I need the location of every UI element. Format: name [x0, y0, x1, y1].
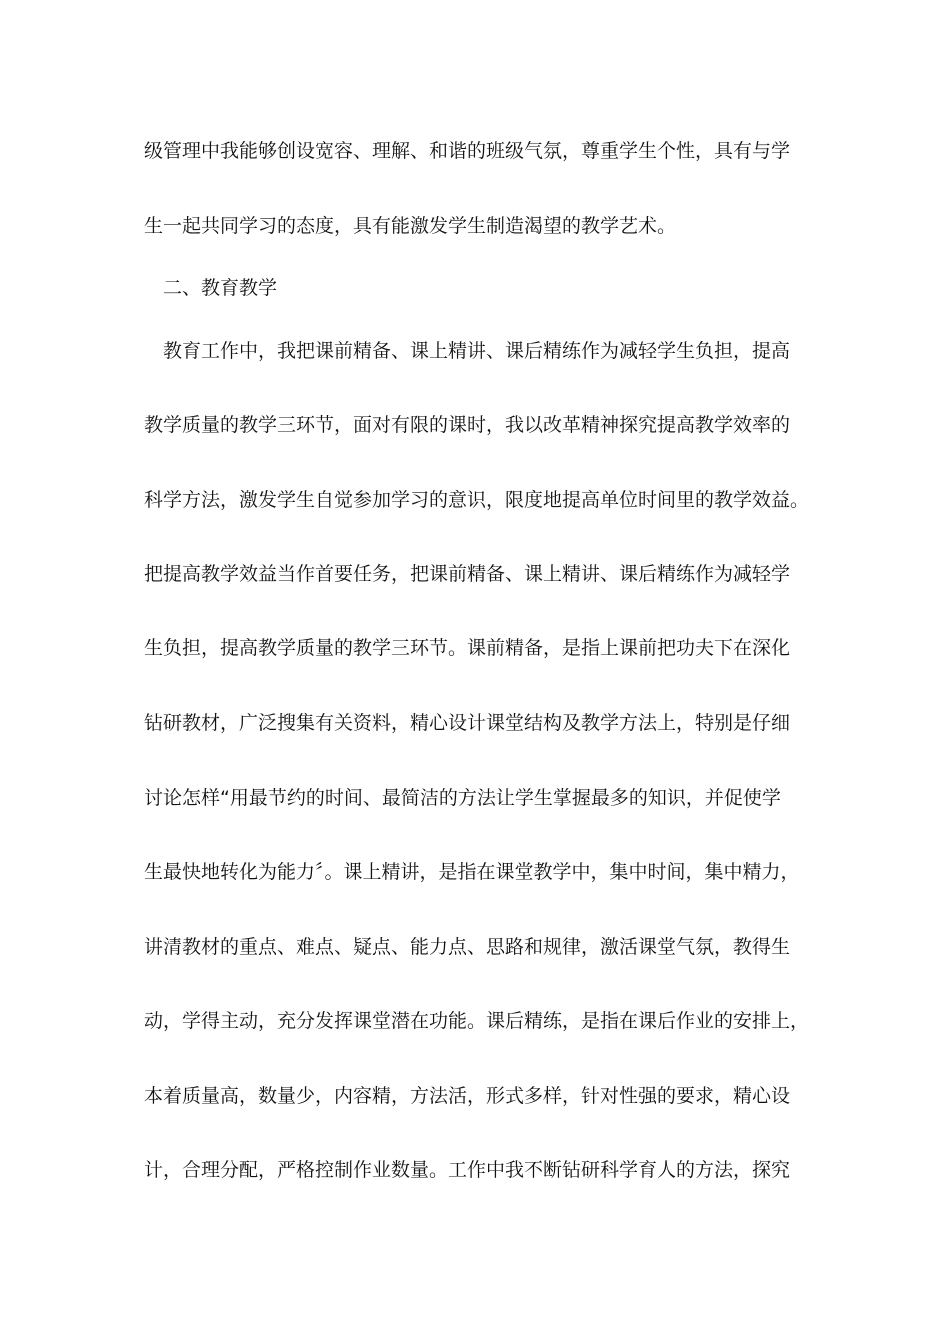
body-text-line: 教学质量的教学三环节，面对有限的课时，我以改革精神探究提高教学效率的 — [144, 414, 791, 436]
body-text-line: 计，合理分配，严格控制作业数量。工作中我不断钻研科学育人的方法，探究 — [144, 1159, 791, 1181]
body-text-line: 动，学得主动，充分发挥课堂潜在功能。课后精练，是指在课后作业的安排上， — [144, 1010, 810, 1032]
section-heading: 二、教育教学 — [163, 277, 278, 299]
paragraph-first-line: 教育工作中，我把课前精备、课上精讲、课后精练作为减轻学生负担，提高 — [163, 340, 791, 362]
body-text-line: 生最快地转化为能力〞。课上精讲，是指在课堂教学中，集中时间，集中精力， — [144, 861, 800, 883]
body-text-line: 生一起共同学习的态度，具有能激发学生制造渴望的教学艺术。 — [144, 215, 677, 237]
body-text-line: 级管理中我能够创设宽容、理解、和谐的班级气氛，尊重学生个性，具有与学 — [144, 140, 791, 162]
body-text-line: 钻研教材，广泛搜集有关资料，精心设计课堂结构及教学方法上，特别是仔细 — [144, 712, 791, 734]
body-text-line: 本着质量高，数量少，内容精，方法活，形式多样，针对性强的要求，精心设 — [144, 1085, 791, 1107]
body-text-line: 生负担，提高教学质量的教学三环节。课前精备，是指上课前把功夫下在深化 — [144, 637, 791, 659]
body-text-line: 把提高教学效益当作首要任务，把课前精备、课上精讲、课后精练作为减轻学 — [144, 563, 791, 585]
body-text-line: 科学方法，激发学生自觉参加学习的意识，限度地提高单位时间里的教学效益。 — [144, 489, 810, 511]
body-text-line: 讨论怎样“用最节约的时间、最简洁的方法让学生掌握最多的知识，并促使学 — [144, 787, 781, 809]
body-text-line: 讲清教材的重点、难点、疑点、能力点、思路和规律，激活课堂气氛，教得生 — [144, 936, 791, 958]
